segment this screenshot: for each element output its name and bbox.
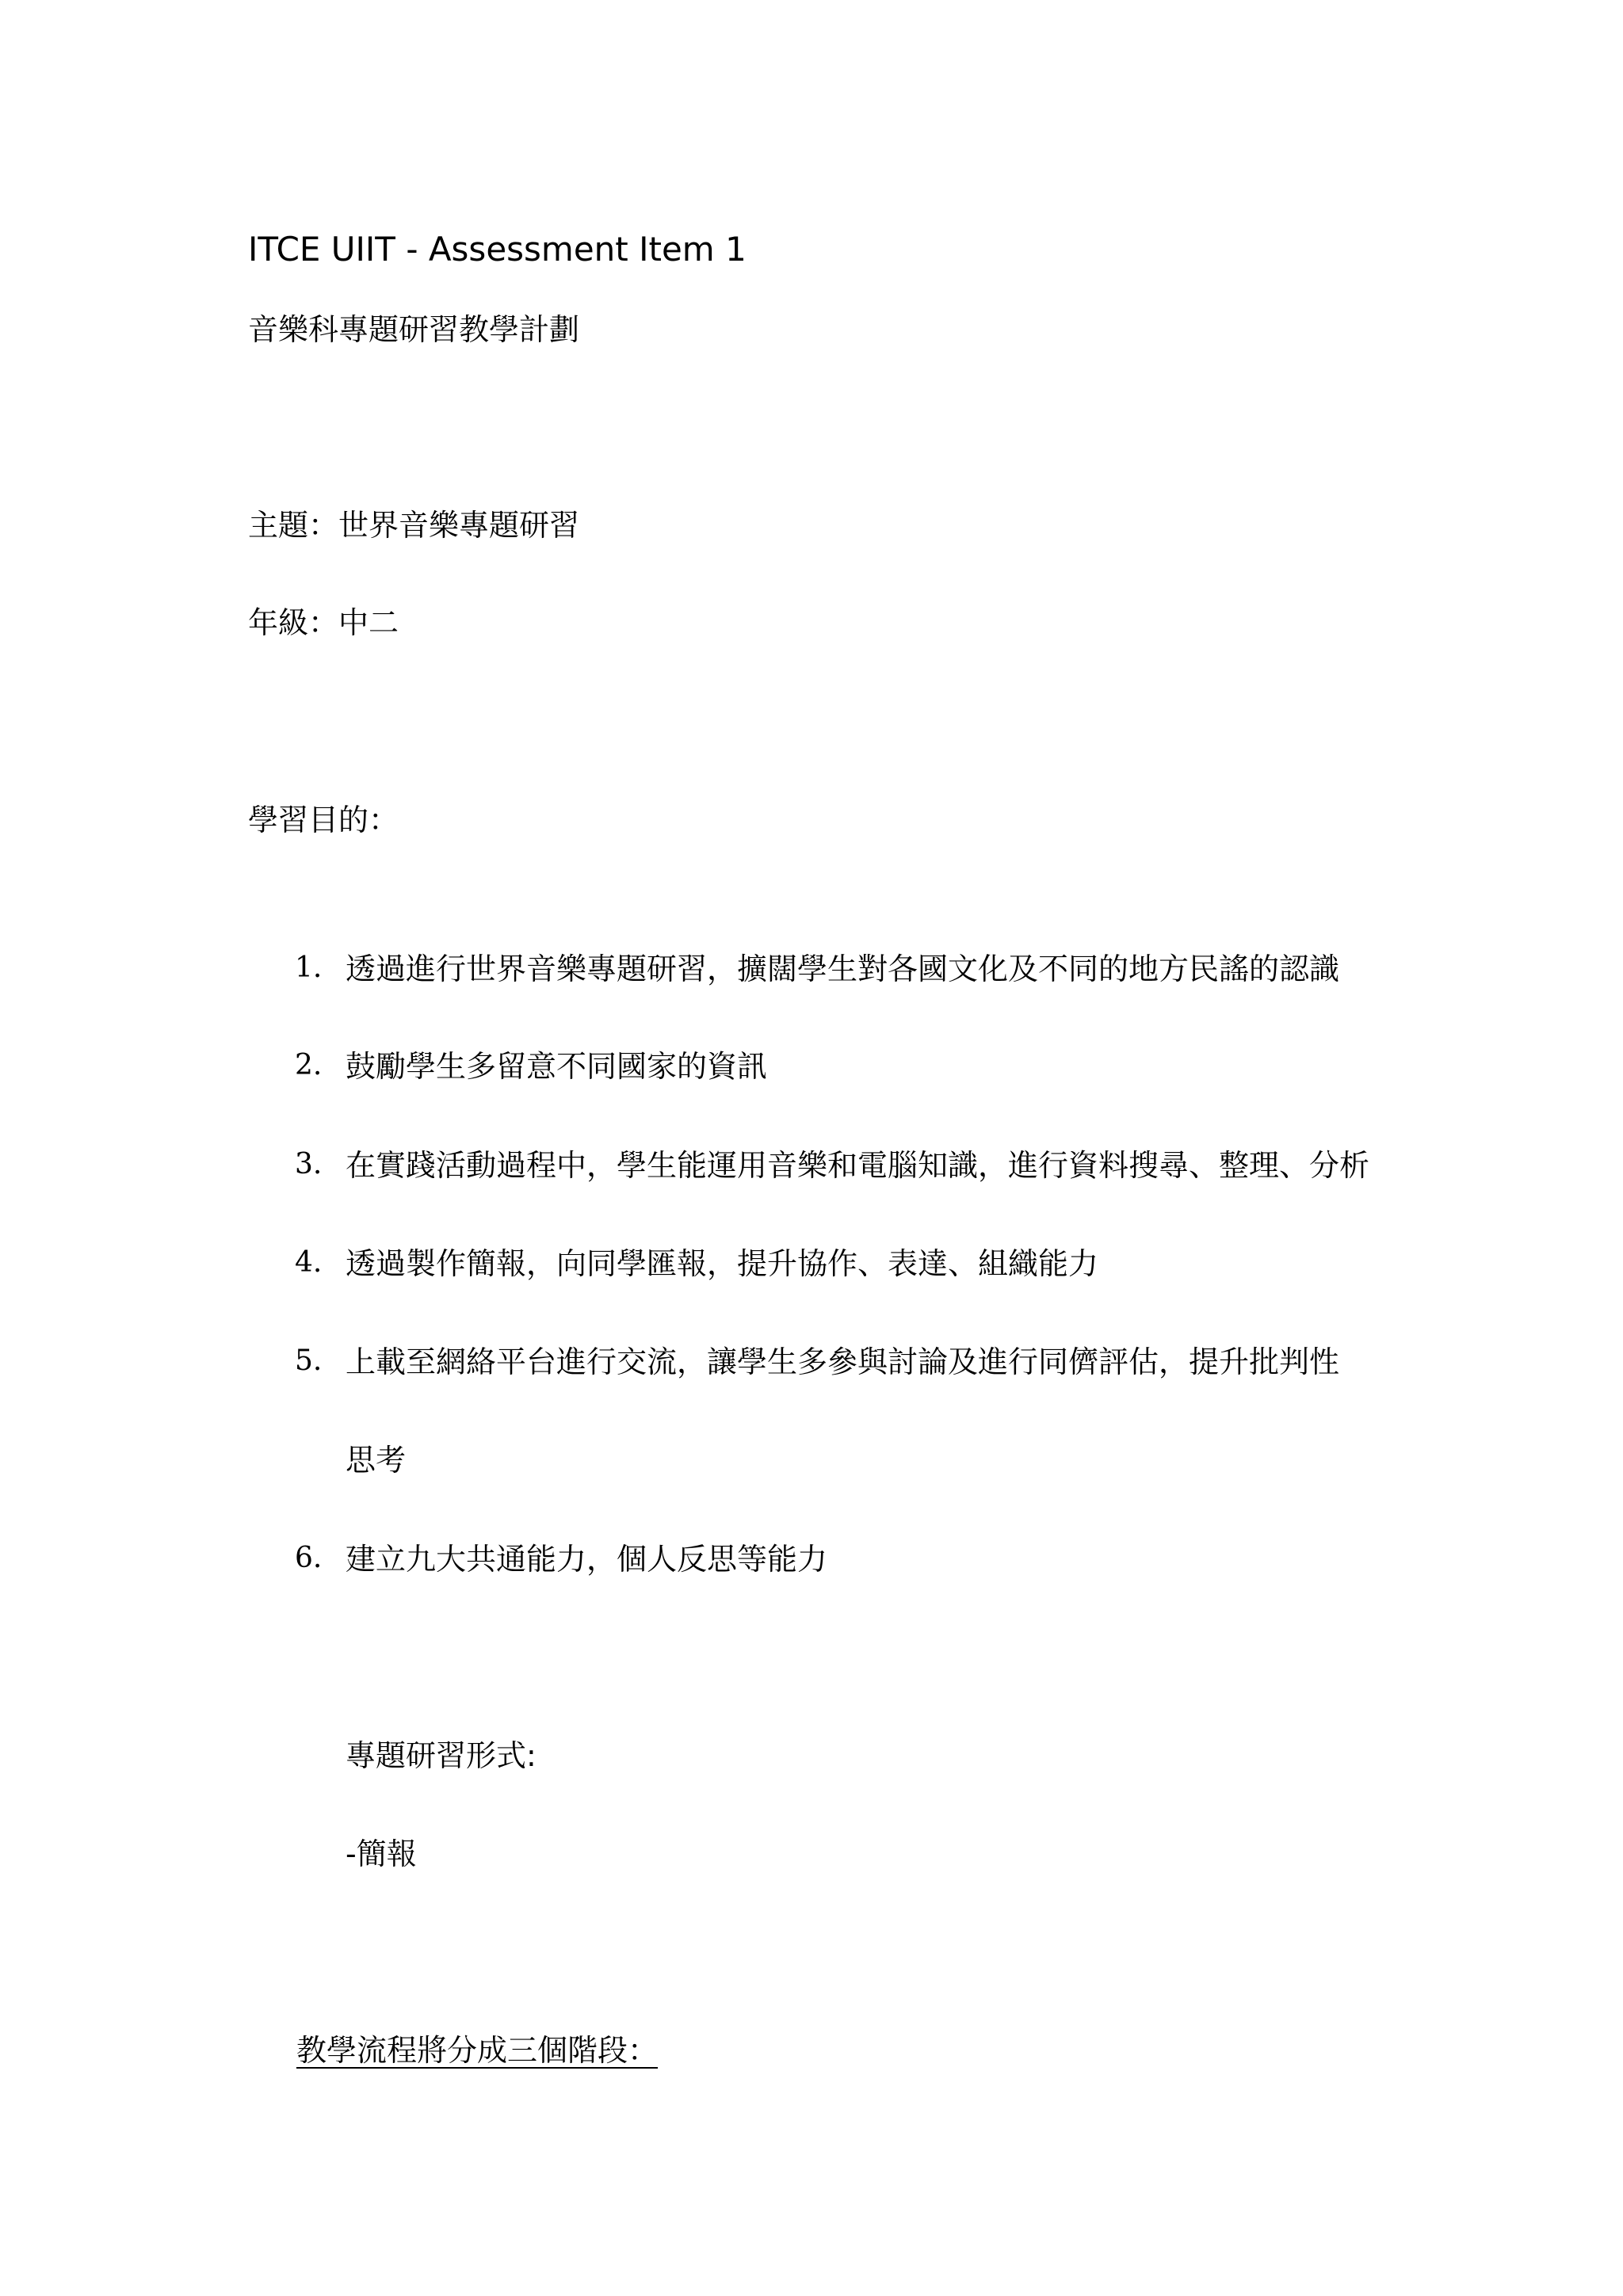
objective-number: 4. <box>295 1246 323 1279</box>
document-title: ITCE UIIT - Assessment Item 1 <box>248 230 747 269</box>
format-item: -簡報 <box>346 1836 417 1871</box>
objective-number: 1. <box>295 952 323 984</box>
objective-number: 6. <box>295 1542 323 1574</box>
objective-number: 2. <box>295 1049 323 1081</box>
document-subtitle: 音樂科專題研習教學計劃 <box>248 312 580 347</box>
objective-text: 透過進行世界音樂專題研習，擴闊學生對各國文化及不同的地方民謠的認識 <box>346 952 1340 986</box>
objective-text: 建立九大共通能力，個人反思等能力 <box>346 1542 828 1577</box>
objective-number: 5. <box>295 1344 323 1377</box>
objective-text: 鼓勵學生多留意不同國家的資訊 <box>346 1049 768 1084</box>
grade-line: 年級：中二 <box>248 605 399 640</box>
objective-text: 上載至網絡平台進行交流，讓學生多參與討論及進行同儕評估，提升批判性 <box>346 1344 1340 1379</box>
objective-number: 3. <box>295 1148 323 1180</box>
objective-text: 透過製作簡報，向同學匯報，提升協作、表達、組織能力 <box>346 1246 1099 1281</box>
objective-text: 在實踐活動過程中，學生能運用音樂和電腦知識，進行資料搜尋、整理、分析 <box>346 1148 1370 1183</box>
format-heading: 專題研習形式: <box>346 1738 537 1773</box>
objective-text-continuation: 思考 <box>346 1443 407 1478</box>
topic-line: 主題：世界音樂專題研習 <box>248 508 580 543</box>
objectives-heading: 學習目的： <box>248 803 399 837</box>
stages-heading: 教學流程將分成三個階段： <box>296 2033 659 2068</box>
